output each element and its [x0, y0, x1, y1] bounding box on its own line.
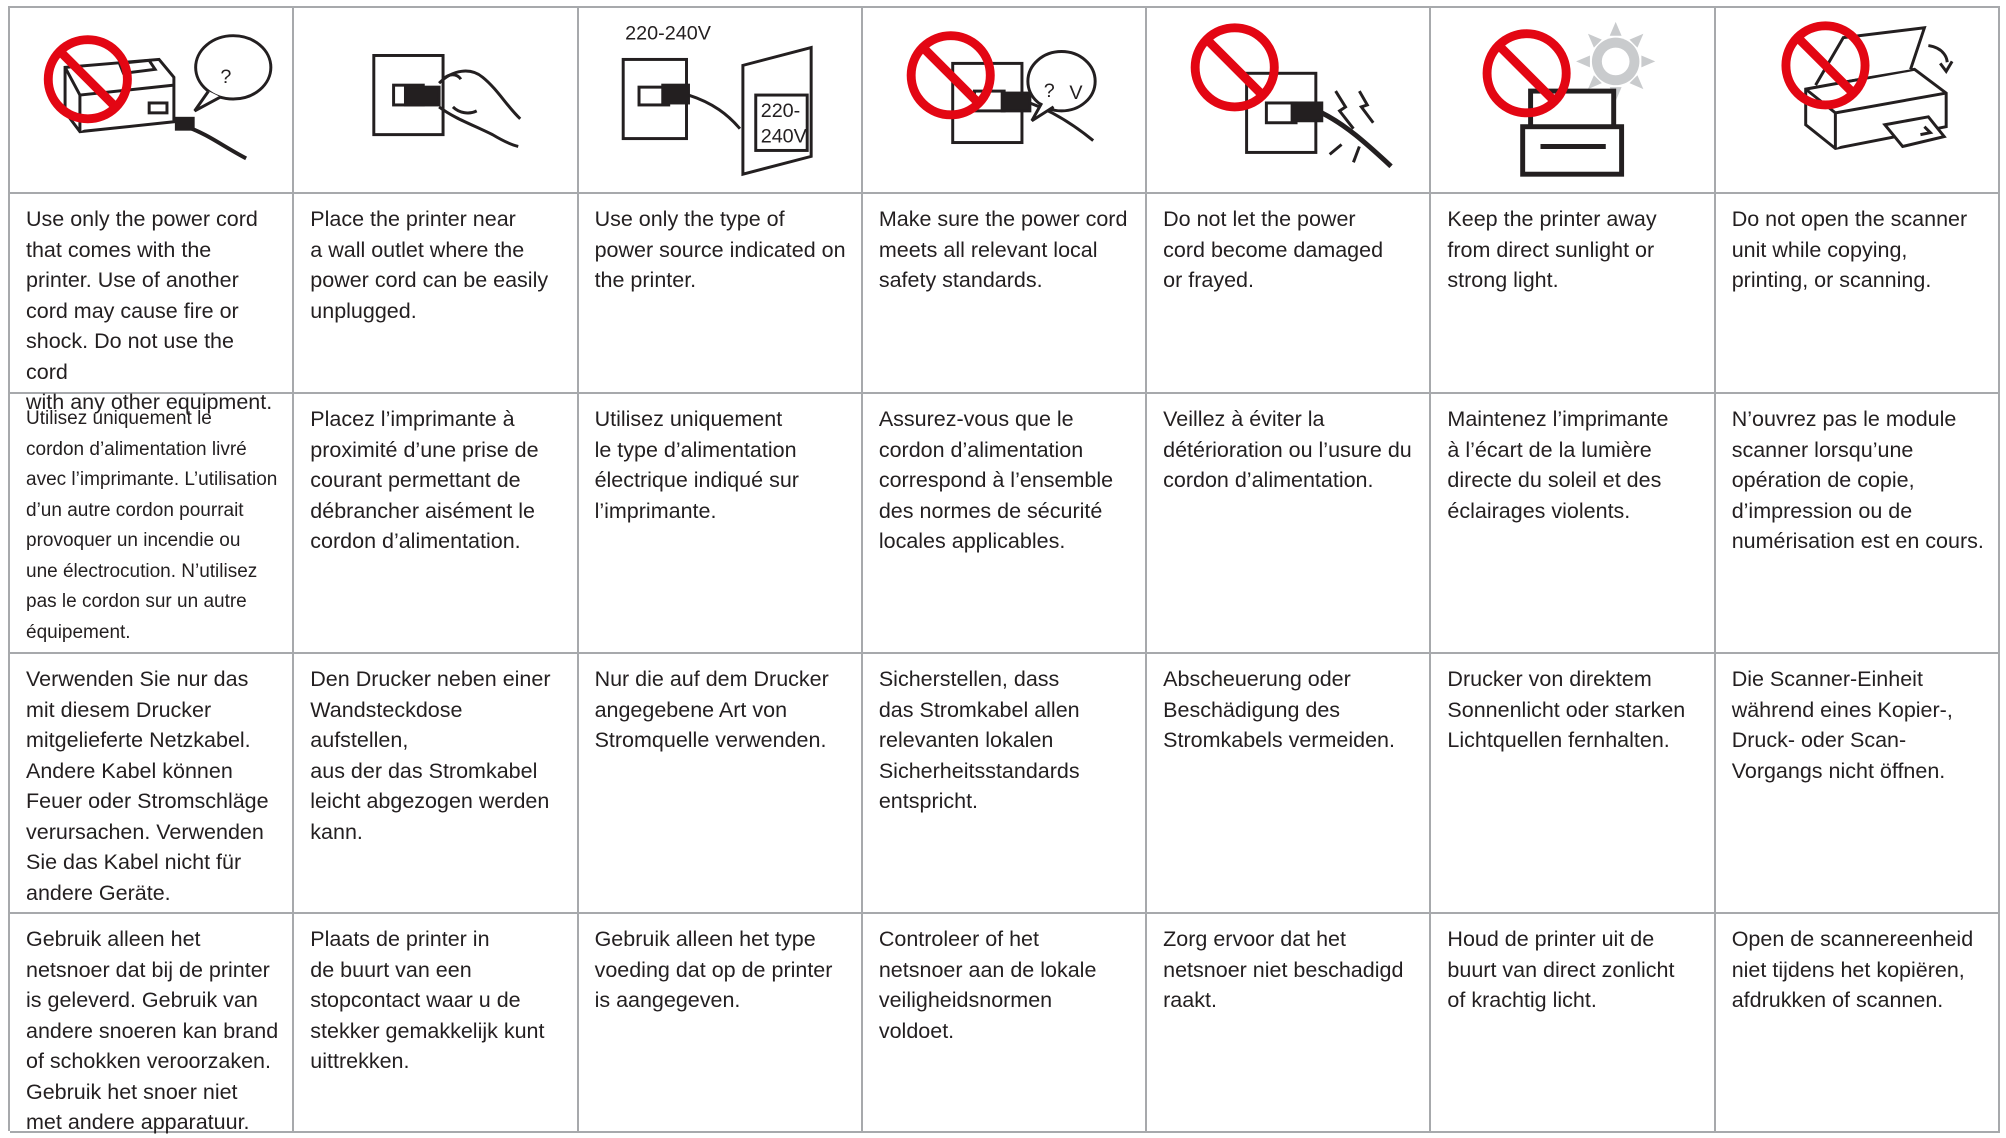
text-cell-fr-5: Veillez à éviter la détérioration ou l’usure du cordon d’alimentation.	[1147, 394, 1431, 654]
volt-mark-label: V	[1069, 82, 1083, 105]
wall-outlet-plug-icon	[294, 8, 576, 192]
text-cell-en-1: Use only the power cord that comes with the printer. Use of another cord may cause fire or shock. Do not use the cord with any other equipment.	[10, 194, 294, 394]
text-cell-en-4: Make sure the power cord meets all relevant local safety standards.	[863, 194, 1147, 394]
icon-cell-2	[294, 8, 578, 194]
icon-cell-1	[10, 8, 294, 194]
text-cell-fr-7: N’ouvrez pas le module scanner lorsqu’une opération de copie, d’impression ou de numérisation est en cours.	[1716, 394, 2000, 654]
damaged-cord-icon	[1147, 8, 1429, 192]
sunlight-icon	[1431, 8, 1713, 192]
text-cell-de-6: Drucker von direktem Sonnenlicht oder starken Lichtquellen fernhalten.	[1431, 654, 1715, 914]
safety-instructions-table	[8, 6, 2000, 1134]
text-cell-de-4: Sicherstellen, dass das Stromkabel allen relevanten lokalen Sicherheitsstandards entspricht.	[863, 654, 1147, 914]
text-cell-nl-1: Gebruik alleen het netsnoer dat bij de printer is geleverd. Gebruik van andere snoeren kan brand of schokken veroorzaken. Gebruik het snoer niet met andere apparatuur.	[10, 914, 294, 1133]
icon-cell-3	[579, 8, 863, 194]
icon-cell-5	[1147, 8, 1431, 194]
text-cell-en-6: Keep the printer away from direct sunlight or strong light.	[1431, 194, 1715, 394]
text-cell-en-3: Use only the type of power source indicated on the printer.	[579, 194, 863, 394]
text-cell-de-3: Nur die auf dem Drucker angegebene Art von Stromquelle verwenden.	[579, 654, 863, 914]
icon-cell-4	[863, 8, 1147, 194]
cord-standards-icon	[863, 8, 1145, 192]
text-cell-de-5: Abscheuerung oder Beschädigung des Stromkabels vermeiden.	[1147, 654, 1431, 914]
voltage-box-line1: 220-	[760, 99, 800, 122]
text-cell-fr-4: Assurez-vous que le cordon d’alimentation correspond à l’ensemble des normes de sécurité locales applicables.	[863, 394, 1147, 654]
text-cell-nl-2: Plaats de printer in de buurt van een stopcontact waar u de stekker gemakkelijk kunt uittrekken.	[294, 914, 578, 1133]
text-cell-en-2: Place the printer near a wall outlet where the power cord can be easily unplugged.	[294, 194, 578, 394]
question-mark-label: ?	[1043, 80, 1055, 103]
text-cell-nl-3: Gebruik alleen het type voeding dat op de printer is aangegeven.	[579, 914, 863, 1133]
text-cell-fr-1: Utilisez uniquement le cordon d’alimentation livré avec l’imprimante. L’utilisation d’un autre cordon pourrait provoquer un incendie ou une électrocution. N’utilisez pas le cordon sur un autre équipement.	[10, 394, 294, 654]
text-cell-fr-3: Utilisez uniquement le type d’alimentation électrique indiqué sur l’imprimante.	[579, 394, 863, 654]
icon-cell-6	[1431, 8, 1715, 194]
text-cell-en-5: Do not let the power cord become damaged or frayed.	[1147, 194, 1431, 394]
text-cell-de-7: Die Scanner-Einheit während eines Kopier-, Druck- oder Scan- Vorgangs nicht öffnen.	[1716, 654, 2000, 914]
text-cell-nl-6: Houd de printer uit de buurt van direct zonlicht of krachtig licht.	[1431, 914, 1715, 1133]
no-other-cord-icon	[10, 8, 292, 192]
scanner-open-icon	[1716, 8, 1998, 192]
question-mark-label: ?	[220, 66, 232, 89]
text-cell-fr-2: Placez l’imprimante à proximité d’une prise de courant permettant de débrancher aisément le cordon d’alimentation.	[294, 394, 578, 654]
text-cell-nl-5: Zorg ervoor dat het netsnoer niet beschadigd raakt.	[1147, 914, 1431, 1133]
voltage-label-icon	[579, 8, 861, 192]
text-cell-de-1: Verwenden Sie nur das mit diesem Drucker mitgelieferte Netzkabel. Andere Kabel können Feuer oder Stromschläge verursachen. Verwenden Sie das Kabel nicht für andere Geräte.	[10, 654, 294, 914]
voltage-top-label: 220-240V	[624, 22, 711, 45]
text-cell-de-2: Den Drucker neben einer Wandsteckdose aufstellen, aus der das Stromkabel leicht abgezogen werden kann.	[294, 654, 578, 914]
text-cell-nl-4: Controleer of het netsnoer aan de lokale veiligheidsnormen voldoet.	[863, 914, 1147, 1133]
voltage-box-line2: 240V	[760, 125, 807, 148]
text-cell-en-7: Do not open the scanner unit while copying, printing, or scanning.	[1716, 194, 2000, 394]
icon-cell-7	[1716, 8, 2000, 194]
text-cell-nl-7: Open de scannereenheid niet tijdens het kopiëren, afdrukken of scannen.	[1716, 914, 2000, 1133]
text-cell-fr-6: Maintenez l’imprimante à l’écart de la lumière directe du soleil et des éclairages violents.	[1431, 394, 1715, 654]
